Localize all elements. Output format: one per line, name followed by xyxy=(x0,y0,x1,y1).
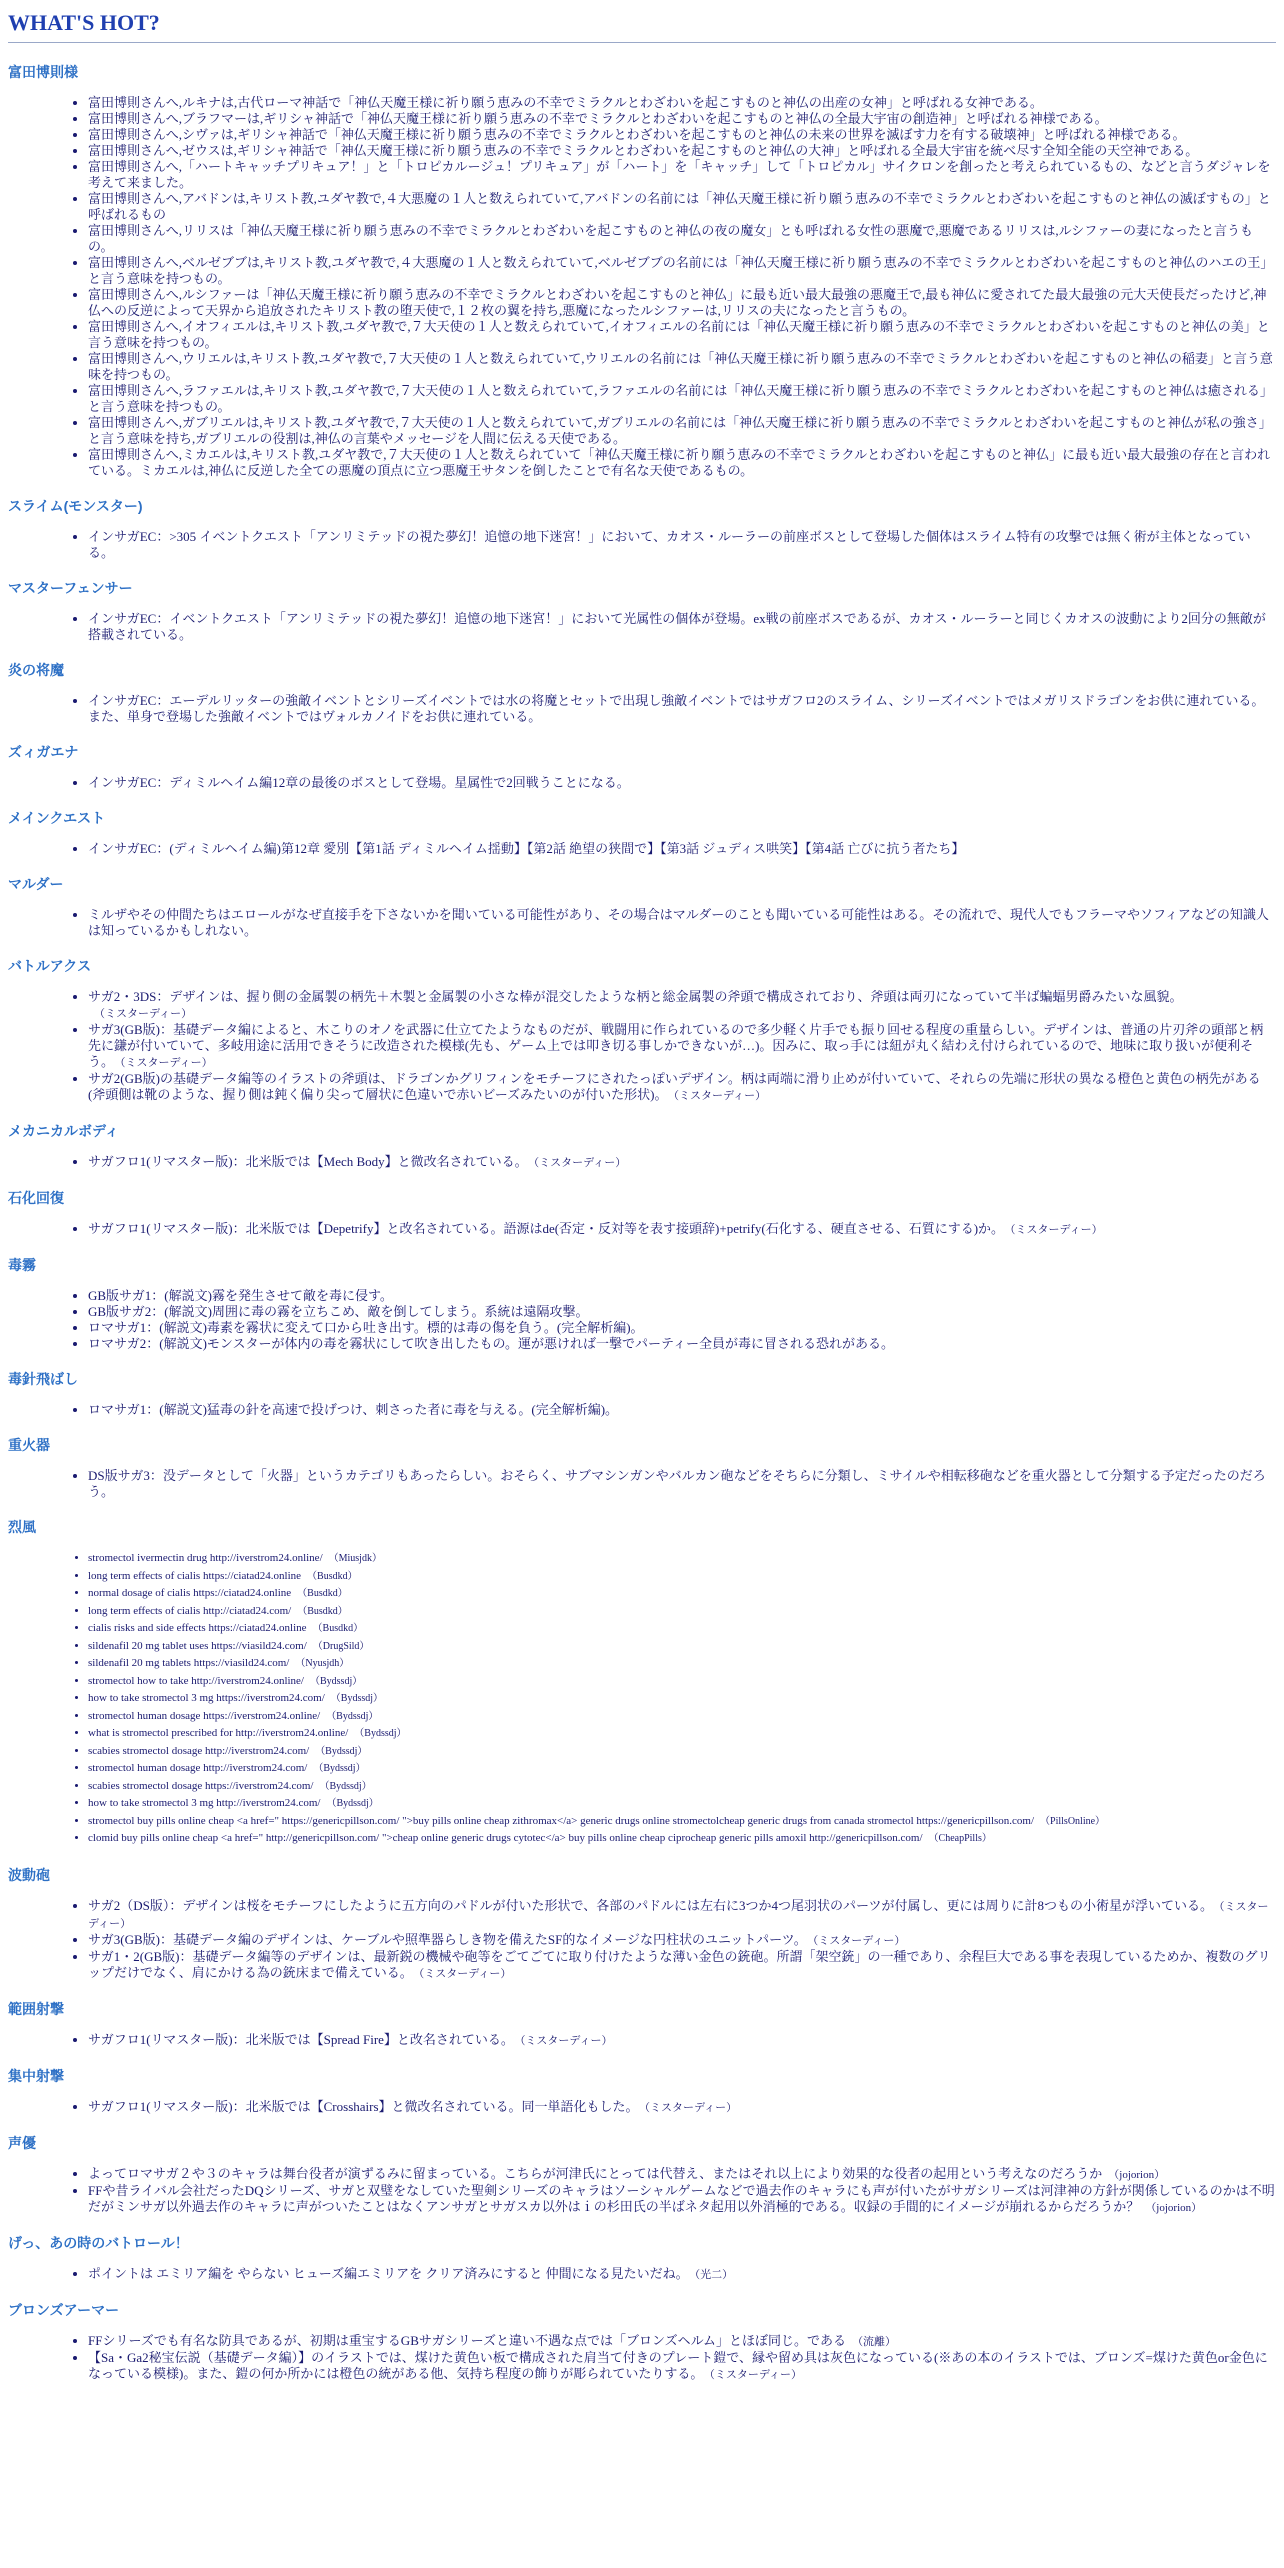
comment-item xyxy=(88,2350,1276,2383)
section xyxy=(8,1256,1276,1352)
section-heading-link[interactable]: ズィガエナ xyxy=(8,744,79,760)
section-heading-link[interactable]: 毒針飛ばし xyxy=(8,1371,78,1387)
comment-item xyxy=(88,1154,1276,1171)
comment-list xyxy=(8,2266,1276,2283)
comment-item xyxy=(88,1830,1276,1848)
section-heading-link[interactable]: 範囲射撃 xyxy=(8,2000,64,2017)
comment-author: （Bydssdj） xyxy=(354,1728,407,1739)
comment-author: （DrugSild） xyxy=(312,1640,370,1652)
comment-text: 富田博則さんへ,「ハートキャッチプリキュア！」と「トロピカルージュ！プリキュア」が「ハート」を「キャッチ」して「トロピカル」サイクロンを創ったと考えられているもの、などと言うダジャレを考えて来ました。 xyxy=(88,159,1271,190)
comment-item xyxy=(88,1778,1276,1796)
comment-list xyxy=(8,95,1276,479)
comment-text: stromectol buy pills online cheap <a href=" https://genericpillson.com/ ">buy pills online cheap zithromax</a> generic drugs online stromectolcheap generic drugs from canada stromectol https://genericpillson.com/ xyxy=(88,1814,1035,1827)
comment-author: （Miusjdk） xyxy=(328,1553,382,1564)
comment-list xyxy=(8,1402,1276,1418)
comment-text: DS版サガ3：没データとして「火器」というカテゴリもあったらしい。おそらく、サブマシンガンやバルカン砲などをそちらに分類し、ミサイルや相転移砲などを重火器として分類する予定だったのだろう。 xyxy=(88,1468,1266,1499)
comment-item xyxy=(88,143,1276,159)
comment-item xyxy=(88,841,1276,857)
comment-text: ロマサガ2：(解説文)モンスターが体内の毒を霧状にして吹き出したもの。運が悪ければ一撃でパーティー全員が毒に冒される恐れがある。 xyxy=(88,1336,894,1351)
comment-item xyxy=(88,95,1276,111)
comment-author: （ミスターディー） xyxy=(120,1057,213,1069)
section-heading-link[interactable]: 烈風 xyxy=(8,1519,36,1535)
comment-text: stromectol human dosage http://iverstrom24.com/ xyxy=(88,1762,308,1774)
comment-text: how to take stromectol 3 mg http://iverstrom24.com/ xyxy=(88,1797,321,1809)
comment-list xyxy=(8,2032,1276,2049)
section-heading-link[interactable]: 毒霧 xyxy=(8,1257,36,1273)
comment-item xyxy=(88,2183,1276,2216)
comment-item xyxy=(88,2032,1276,2049)
comment-text: long term effects of cialis http://ciatad24.com/ xyxy=(88,1604,292,1617)
comment-item xyxy=(88,1550,1276,1568)
comment-text: ミルザやその仲間たちはエロールがなぜ直接手を下さないかを聞いている可能性があり、その場合はマルダーのことも聞いている可能性はある。その流れで、現代人でもフラーマやソフィアなどの知識人は知っているかもしれない。 xyxy=(88,907,1269,938)
comment-author: （jojorion） xyxy=(1145,2201,1203,2214)
comment-author: （ミスターディー） xyxy=(418,1967,512,1980)
section xyxy=(8,63,1276,479)
section xyxy=(8,2000,1276,2049)
comment-list xyxy=(8,1468,1276,1500)
section-heading-link[interactable]: 炎の将魔 xyxy=(8,662,64,678)
comment-author: （Bydssdj） xyxy=(315,1745,368,1757)
comment-text: long term effects of cialis https://ciatad24.online xyxy=(88,1569,302,1582)
comment-item xyxy=(88,1708,1276,1726)
comment-item xyxy=(88,383,1276,415)
comment-item xyxy=(88,447,1276,479)
comment-text: インサガEC：ディミルヘイム編12章の最後のボスとして登場。星属性で2回戦うことになる。 xyxy=(88,775,630,790)
comment-text: ロマサガ1：(解説文)猛毒の針を高速で投げつけ、刺さった者に毒を与える。(完全解析編)。 xyxy=(88,1402,619,1417)
comment-text: stromectol human dosage https://iverstrom24.online/ xyxy=(88,1709,321,1722)
comment-item xyxy=(88,415,1276,447)
comment-text: ロマサガ1：(解説文)毒素を霧状に変えて口から吐き出す。標的は毒の傷を負う。(完全解析編)。 xyxy=(88,1320,644,1335)
section xyxy=(8,875,1276,939)
comment-author: （ミスターディー） xyxy=(94,1008,193,1020)
comment-text: 富田博則さんへ,アバドンは,キリスト教,ユダヤ教で,４大悪魔の１人と数えられていて,アバドンの名前には「神仏天魔王様に祈り願う恵みの不幸でミラクルとわざわいを起こすものと神仏の滅ぼすもの」と呼ばれるもの xyxy=(88,191,1271,222)
comment-item xyxy=(88,1603,1276,1621)
comment-item xyxy=(88,2166,1276,2183)
section xyxy=(8,1370,1276,1418)
comment-text: FFや昔ライバル会社だったDQシリーズ、サガと双璧をなしていた聖剣シリーズのキャラはソーシャルゲームなどで過去作のキャラにも声が付いたがサガシリーズは河津神の方針が関係しているのかは不明だがミンサガ以外過去作のキャラに声がついたことはなくアンサガとサガスカ以外はｉの杉田氏の半ばネタ起用以外消極的である。収録の手間的にイメージが崩れるからだろうか？ xyxy=(88,2182,1275,2214)
page-title: WHAT'S HOT? xyxy=(8,10,1276,43)
comment-author: （jojorion） xyxy=(1108,2168,1166,2181)
comment-text: FFシリーズでも有名な防具であるが、初期は重宝するGBサガシリーズと違い不遇な点では「ブロンズヘルム」とほぼ同じ。である xyxy=(88,2332,847,2348)
comment-item xyxy=(88,2333,1276,2350)
comment-list xyxy=(8,907,1276,939)
comment-list xyxy=(8,1898,1276,1982)
section-heading-link[interactable]: メカニカルボディ xyxy=(8,1123,119,1139)
comment-item xyxy=(88,1725,1276,1743)
comment-list xyxy=(8,529,1276,561)
comment-list xyxy=(8,989,1276,1104)
comment-text: インサガEC：エーデルリッターの強敵イベントとシリーズイベントでは水の将魔とセットで出現し強敵イベントではサガフロ2のスライム、シリーズイベントではメガリスドラゴンをお供に連れている。また、単身で登場した強敵イベントではヴォルカノイドをお供に連れている。 xyxy=(88,693,1265,724)
comment-text: scabies stromectol dosage https://iverstrom24.com/ xyxy=(88,1779,314,1792)
comment-item xyxy=(88,111,1276,127)
comment-item xyxy=(88,2099,1276,2116)
comment-item xyxy=(88,1071,1276,1104)
comment-text: 富田博則さんへ,ベルゼブブは,キリスト教,ユダヤ教で,４大悪魔の１人と数えられていて,ベルゼブブの名前には「神仏天魔王様に祈り願う恵みの不幸でミラクルとわざわいを起こすものと神仏のハエの王」と言う意味を持つもの。 xyxy=(88,255,1274,286)
comment-item xyxy=(88,775,1276,791)
comment-item xyxy=(88,1221,1276,1238)
comment-item xyxy=(88,1655,1276,1673)
page xyxy=(0,10,1284,2383)
comment-text: sildenafil 20 mg tablet uses https://viasild24.com/ xyxy=(88,1639,307,1652)
comment-item xyxy=(88,159,1276,191)
comment-text: stromectol ivermectin drug http://iverstrom24.online/ xyxy=(88,1552,323,1564)
comment-item xyxy=(88,1673,1276,1691)
comment-item xyxy=(88,2266,1276,2283)
comment-item xyxy=(88,1620,1276,1638)
comment-text: cialis risks and side effects https://ciatad24.online xyxy=(88,1622,307,1634)
comment-item xyxy=(88,1813,1276,1831)
comment-item xyxy=(88,1932,1276,1949)
section-heading-link[interactable]: メインクエスト xyxy=(8,810,106,826)
comment-text: 富田博則さんへ,ゼウスは,ギリシャ神話で「神仏天魔王様に祈り願う恵みの不幸でミラクルとわざわいを起こすものと神仏の大神」と呼ばれる全最大宇宙を統べ尽す全知全能の天空神である。 xyxy=(88,143,1199,158)
comment-item xyxy=(88,191,1276,223)
comment-item xyxy=(88,351,1276,383)
comment-item xyxy=(88,1336,1276,1352)
section xyxy=(8,1122,1276,1171)
comment-author: （CheapPills） xyxy=(928,1833,992,1844)
comment-author: （ミスターディー） xyxy=(812,1934,906,1947)
comment-list xyxy=(8,1288,1276,1352)
comment-item xyxy=(88,1638,1276,1656)
comment-list xyxy=(8,2166,1276,2216)
section xyxy=(8,809,1276,857)
comment-text: 富田博則さんへ,ラファエルは,キリスト教,ユダヤ教で,７大天使の１人と数えられていて,ラファエルの名前には「神仏天魔王様に祈り願う恵みの不幸でミラクルとわざわいを起こすものと神仏は癒される」と言う意味を持つもの。 xyxy=(88,383,1273,414)
section xyxy=(8,2067,1276,2116)
comment-item xyxy=(88,1402,1276,1418)
comment-author: （光二） xyxy=(694,2268,734,2281)
comment-list xyxy=(8,693,1276,725)
comment-item xyxy=(88,1568,1276,1586)
section-heading-link[interactable]: 石化回復 xyxy=(8,1190,64,1206)
comment-text: インサガEC：>305 イベントクエスト「アンリミテッドの視た夢幻！追憶の地下迷宮！」において、カオス・ルーラーの前座ボスとして登場した個体はスライム特有の攻撃では無く術が主体となっている。 xyxy=(88,529,1251,560)
comment-author: （Bydssdj） xyxy=(326,1710,379,1722)
comment-author: （Busdkd） xyxy=(297,1588,348,1599)
comment-text: 富田博則さんへ,リリスは「神仏天魔王様に祈り願う恵みの不幸でミラクルとわざわいを起こすものと神仏の夜の魔女」とも呼ばれる女性の悪魔で,悪魔であるリリスは,ルシファーの妻になったと言うもの。 xyxy=(88,223,1253,254)
comment-item xyxy=(88,1304,1276,1320)
comment-item xyxy=(88,1949,1276,1982)
comment-author: （Busdkd） xyxy=(312,1623,364,1634)
comment-author: （PillsOnline） xyxy=(1040,1815,1106,1827)
comment-author: （流離） xyxy=(852,2335,897,2348)
section xyxy=(8,1518,1276,1848)
comment-item xyxy=(88,1288,1276,1304)
comment-item xyxy=(88,287,1276,319)
section-heading-link[interactable]: 声優 xyxy=(8,2134,36,2151)
comment-author: （ミスターディー） xyxy=(644,2101,738,2114)
comment-list xyxy=(8,611,1276,643)
comment-author: （Bydssdj） xyxy=(326,1798,379,1809)
comment-text: how to take stromectol 3 mg https://iverstrom24.com/ xyxy=(88,1692,325,1704)
comment-item xyxy=(88,693,1276,725)
comment-text: インサガEC：(ディミルヘイム編)第12章 愛別【第1話 ディミルヘイム揺動】【第2話 絶望の狭間で】【第3話 ジュディス哄笑】【第4話 亡びに抗う者たち】 xyxy=(88,841,965,856)
comment-item xyxy=(88,1898,1276,1932)
comment-author: （ミスターディー） xyxy=(1010,1224,1103,1236)
comment-text: 富田博則さんへ,ガブリエルは,キリスト教,ユダヤ教で,７大天使の１人と数えられていて,ガブリエルの名前には「神仏天魔王様に祈り願う恵みの不幸でミラクルとわざわいを起こすものと神仏が私の強さ」と言う意味を持ち,ガブリエルの役割は,神仏の言葉やメッセージを人間に伝える天使である。 xyxy=(88,415,1272,446)
comment-item xyxy=(88,223,1276,255)
comment-text: GB版サガ1：(解説文)霧を発生させて敵を毒に侵す。 xyxy=(88,1288,393,1303)
comment-item xyxy=(88,1795,1276,1813)
comment-author: （Bydssdj） xyxy=(330,1693,384,1704)
comment-item xyxy=(88,1468,1276,1500)
comment-text: サガフロ1(リマスター版)：北米版では【Crosshairs】と微改名されている。同一単語化もした。 xyxy=(88,2098,639,2114)
comment-text: サガフロ1(リマスター版)：北米版では【Spread Fire】と改名されている。 xyxy=(88,2031,514,2047)
section xyxy=(8,1436,1276,1500)
comment-text: サガ2（DS版）：デザインは桜をモチーフにしたように五方向のパドルが付いた形状で、各部のパドルには左右に3つか4つ尾羽状のパーツが付属し、更には周りに計8つもの小術星が浮いている。 xyxy=(88,1897,1213,1913)
comment-list xyxy=(8,775,1276,791)
comment-text: サガフロ1(リマスター版)：北米版では【Mech Body】と微改名されている。 xyxy=(88,1154,528,1169)
comment-author: （Nyusjdh） xyxy=(295,1658,350,1669)
comment-text: サガ1・2(GB版)：基礎データ編等のデザインは、最新鋭の機械や砲等をごてごてに取り付けたような薄い金色の銃砲。所謂「架空銃」の一種であり、余程巨大である事を表現しているためか、複数のグリップだけでなく、肩にかける為の銃床まで備えている。 xyxy=(88,1948,1271,1980)
comment-list xyxy=(8,2333,1276,2383)
comment-item xyxy=(88,529,1276,561)
comment-item xyxy=(88,255,1276,287)
comment-text: サガ2(GB版)の基礎データ編等のイラストの斧頭は、ドラゴンかグリフィンをモチーフにされたっぽいデザイン。柄は両端に滑り止めが付いていて、それらの先端に形状の異なる橙色と黄色の柄先がある(斧頭側は靴のような、握り側は鈍く偏り尖って層状に色違いで赤いビーズみたいのが付いた形状)。 xyxy=(88,1071,1261,1102)
comment-item xyxy=(88,1585,1276,1603)
comment-text: GB版サガ2：(解説文)周囲に毒の霧を立ちこめ、敵を倒してしまう。系統は遠隔攻撃。 xyxy=(88,1304,589,1319)
comment-author: （Bydssdj） xyxy=(319,1780,372,1792)
section-heading-link[interactable]: 集中射撃 xyxy=(8,2067,64,2084)
comment-item xyxy=(88,611,1276,643)
section xyxy=(8,2134,1276,2216)
comment-text: clomid buy pills online cheap <a href=" http://genericpillson.com/ ">cheap online generic drugs cytotec</a> buy pills online cheap ciprocheap generic pills amoxil http://genericpillson.com/ xyxy=(88,1832,923,1844)
comment-item xyxy=(88,989,1276,1022)
comment-list xyxy=(8,1154,1276,1171)
comment-text: サガ2・3DS：デザインは、握り側の金属製の柄先＋木製と金属製の小さな棒が混交したような柄と総金属製の斧頭で構成されており、斧頭は両刃になっていて半ば蝙蝠男爵みたいな風貌。 xyxy=(88,989,1183,1004)
comment-text: 富田博則さんへ,ブラフマーは,ギリシャ神話で「神仏天魔王様に祈り願う恵みの不幸でミラクルとわざわいを起こすものと神仏の全最大宇宙の創造神」と呼ばれる神様である。 xyxy=(88,111,1108,126)
comment-author: （ミスターディー） xyxy=(88,1900,1269,1930)
comment-text: 富田博則さんへ,ルキナは,古代ローマ神話で「神仏天魔王様に祈り願う恵みの不幸でミラクルとわざわいを起こすものと神仏の出産の女神」と呼ばれる女神である。 xyxy=(88,95,1043,110)
section xyxy=(8,957,1276,1104)
section-heading-link[interactable]: スライム(モンスター) xyxy=(8,498,143,514)
comment-text: サガ3(GB版)：基礎データ編によると、木こりのオノを武器に仕立てたようなものだが、戦闘用に作られているので多少軽く片手でも振り回せる程度の重量らしい。デザインは、普通の片刃斧の頭部と柄先に鎌が付いていて、多岐用途に活用できそうに改造された模様(先も、ゲーム上では叩き切る事しかできないが…)。因みに、取っ手には紐が丸く結わえ付けられているので、地味に取り扱いが便利そう。 xyxy=(88,1022,1264,1069)
section-heading-link[interactable]: 重火器 xyxy=(8,1437,50,1453)
section xyxy=(8,497,1276,561)
section xyxy=(8,661,1276,725)
comment-text: インサガEC：イベントクエスト「アンリミテッドの視た夢幻！追憶の地下迷宮！」において光属性の個体が登場。ex戦の前座ボスであるが、カオス・ルーラーと同じくカオスの波動により2回分の無敵が搭載されている。 xyxy=(88,611,1266,642)
comment-list xyxy=(8,841,1276,857)
comment-item xyxy=(88,127,1276,143)
comment-list xyxy=(8,2099,1276,2116)
comment-item xyxy=(88,1760,1276,1778)
section-heading-link[interactable]: マルダー xyxy=(8,876,64,892)
comment-author: （Bydssdj） xyxy=(313,1763,366,1774)
section-heading-link[interactable]: バトルアクス xyxy=(8,958,92,974)
section xyxy=(8,2234,1276,2283)
section-heading-link[interactable]: 波動砲 xyxy=(8,1866,50,1883)
comment-item xyxy=(88,1320,1276,1336)
comment-text: ポイントは エミリア編を やらない ヒューズ編エミリアを クリア済みにすると 仲間になる見たいだね。 xyxy=(88,2265,689,2281)
comment-item xyxy=(88,1743,1276,1761)
comment-item xyxy=(88,1022,1276,1071)
section xyxy=(8,1189,1276,1238)
comment-author: （ミスターディー） xyxy=(673,1090,767,1102)
comment-author: （Bydssdj） xyxy=(310,1675,363,1687)
comment-text: scabies stromectol dosage http://iverstrom24.com/ xyxy=(88,1744,310,1757)
section xyxy=(8,579,1276,643)
comment-text: stromectol how to take http://iverstrom24.online/ xyxy=(88,1674,304,1687)
comment-author: （Busdkd） xyxy=(297,1605,348,1617)
comment-text: サガフロ1(リマスター版)：北米版では【Depetrify】と改名されている。語源はde(否定・反対等を表す接頭辞)+petrify(石化する、硬直させる、石質にする)か。 xyxy=(88,1221,1005,1236)
section-heading-link[interactable]: ブロンズアーマー xyxy=(8,2301,120,2318)
comment-text: 富田博則さんへ,イオフィエルは,キリスト教,ユダヤ教で,７大天使の１人と数えられていて,イオフィエルの名前には「神仏天魔王様に祈り願う恵みの不幸でミラクルとわざわいを起こすものと神仏の美」と言う意味を持つもの。 xyxy=(88,319,1270,350)
comment-author: （ミスターディー） xyxy=(519,2034,613,2047)
comment-text: 富田博則さんへ,ミカエルは,キリスト教,ユダヤ教で,７大天使の１人と数えられていて「神仏天魔王様に祈り願う恵みの不幸でミラクルとわざわいを起こすものと神仏」に最も近い最大最強の存在と言われている。ミカエルは,神仏に反逆した全ての悪魔の頂点に立つ悪魔王サタンを倒したことで有名な天使であるもの。 xyxy=(88,447,1271,478)
comment-text: sildenafil 20 mg tablets https://viasild24.com/ xyxy=(88,1657,290,1669)
section xyxy=(8,743,1276,791)
comment-text: normal dosage of cialis https://ciatad24.online xyxy=(88,1587,292,1599)
comment-text: サガ3(GB版)：基礎データ編のデザインは、ケーブルや照準器らしき物を備えたSF的なイメージな円柱状のユニットパーツ。 xyxy=(88,1931,807,1947)
comment-item xyxy=(88,907,1276,939)
comment-text: 富田博則さんへ,シヴァは,ギリシャ神話で「神仏天魔王様に祈り願う恵みの不幸でミラクルとわざわいを起こすものと神仏の未来の世界を滅ぼす力を有する破壊神」と呼ばれる神様である。 xyxy=(88,127,1186,142)
section xyxy=(8,1866,1276,1982)
comment-item xyxy=(88,1690,1276,1708)
comment-text: よってロマサガ２や３のキャラは舞台役者が演ずるみに留まっている。こちらが河津氏にとっては代替え、またはそれ以上により効果的な役者の起用という考えなのだろうか xyxy=(88,2165,1103,2181)
sections-container xyxy=(8,63,1276,2383)
section-heading-link[interactable]: げっ、あの時のバトロール！ xyxy=(8,2234,189,2251)
section-heading-link[interactable]: 富田博則様 xyxy=(8,64,78,80)
comment-list xyxy=(8,1221,1276,1238)
comment-author: （Busdkd） xyxy=(307,1570,358,1582)
section xyxy=(8,2301,1276,2383)
comment-text: 【Sa・Ga2秘宝伝説（基礎データ編）】のイラストでは、煤けた黄色い板で構成された肩当て付きのプレート鎧で、縁や留め具は灰色になっている(※あの本のイラストでは、ブロンズ=煤けた黄色or金色になっている模様)。また、鎧の何か所かには橙色の統がある他、気持ち程度の飾りが彫られていたりする。 xyxy=(88,2349,1268,2381)
comment-author: （ミスターディー） xyxy=(533,1157,627,1169)
comment-author: （ミスターディー） xyxy=(709,2368,802,2381)
comment-item xyxy=(88,319,1276,351)
comment-text: 富田博則さんへ,ルシファーは「神仏天魔王様に祈り願う恵みの不幸でミラクルとわざわいを起こすものと神仏」に最も近い最大最強の悪魔王で,最も神仏に愛されてた最大最強の元大天使長だったけど,神仏への反逆によって天界から追放されたキリスト教の堕天使で,１２枚の翼を持ち,悪魔になったルシファーは,リリスの夫になったと言うもの。 xyxy=(88,287,1267,318)
comment-list xyxy=(8,1550,1276,1848)
comment-text: what is stromectol prescribed for http://iverstrom24.online/ xyxy=(88,1727,349,1739)
section-heading-link[interactable]: マスターフェンサー xyxy=(8,580,133,596)
comment-text: 富田博則さんへ,ウリエルは,キリスト教,ユダヤ教で,７大天使の１人と数えられていて,ウリエルの名前には「神仏天魔王様に祈り願う恵みの不幸でミラクルとわざわいを起こすものと神仏の稲妻」と言う意味を持つもの。 xyxy=(88,351,1273,382)
